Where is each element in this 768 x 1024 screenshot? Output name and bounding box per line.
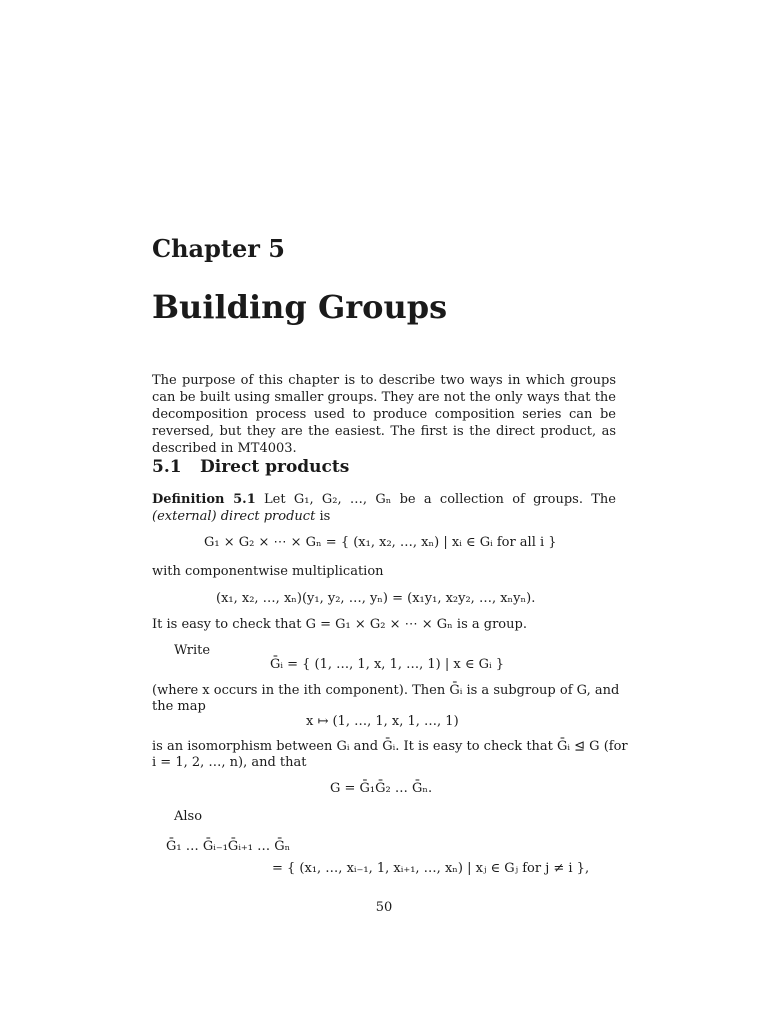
equation-also-rhs: = { (x₁, …, xᵢ₋₁, 1, xᵢ₊₁, …, xₙ) | xⱼ ∈ Gⱼ for j ≠ i }, [272, 861, 590, 876]
intro-paragraph: The purpose of this chapter is to describe two ways in which groups can be built using smaller groups. They are not the only ways that the decomposition process used to produce composition series can be reversed, but they are the easiest. The first is the direct product, as described in MT4003. [152, 373, 616, 456]
definition-emphasis: (external) direct product [152, 509, 316, 524]
page-number: 50 [375, 900, 393, 915]
section-title: Direct products [200, 457, 350, 477]
section-heading [152, 457, 349, 477]
definition-label: Definition 5.1 [152, 492, 256, 507]
equation-also-lhs: Ḡ₁ … Ḡᵢ₋₁Ḡᵢ₊₁ … Ḡₙ [166, 839, 291, 854]
section-number: 5.1 [152, 457, 182, 477]
text-also: Also [174, 809, 203, 824]
equation-g-bar: Ḡᵢ = { (1, …, 1, x, 1, …, 1) | x ∈ Gᵢ } [270, 657, 504, 672]
equation-g-product: G = Ḡ₁Ḡ₂ … Ḡₙ. [330, 781, 433, 796]
equation-map: x ↦ (1, …, 1, x, 1, …, 1) [306, 714, 459, 729]
text-iso-2: i = 1, 2, …, n), and that [152, 755, 307, 770]
text-write: Write [174, 643, 211, 658]
equation-multiplication: (x₁, x₂, …, xₙ)(y₁, y₂, …, yₙ) = (x₁y₁, x₂y₂, …, xₙyₙ). [216, 591, 536, 606]
chapter-label: Chapter 5 [152, 234, 285, 263]
definition-text-b: is [315, 509, 331, 524]
text-iso-1: is an isomorphism between Gᵢ and Ḡᵢ. It is easy to check that Ḡᵢ ⊴ G (for [152, 739, 628, 754]
definition-5-1 [152, 491, 616, 525]
chapter-title: Building Groups [152, 288, 448, 326]
definition-text-a: Let G₁, G₂, …, Gₙ be a collection of groups. The [264, 492, 616, 507]
text-where-2: the map [152, 699, 206, 714]
equation-direct-product: G₁ × G₂ × ⋯ × Gₙ = { (x₁, x₂, …, xₙ) | xᵢ ∈ Gᵢ for all i } [204, 535, 557, 550]
text-easy-check: It is easy to check that G = G₁ × G₂ × ⋯ × Gₙ is a group. [152, 617, 527, 632]
text-where-1: (where x occurs in the ith component). Then Ḡᵢ is a subgroup of G, and [152, 683, 620, 698]
text-componentwise: with componentwise multiplication [152, 564, 384, 579]
